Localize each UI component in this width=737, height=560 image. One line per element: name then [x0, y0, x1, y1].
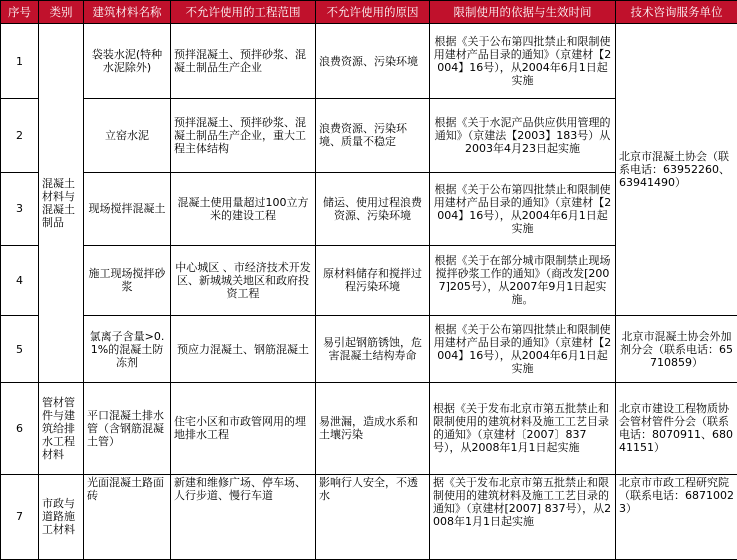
prohibited-scope: 混凝土使用量超过100立方米的建设工程 — [171, 172, 316, 245]
basis-text: 根据《关于公布第四批禁止和限制使用建材产品目录的通知》（京建材【2004】16号），从2004年6月1日起实施 — [430, 316, 616, 383]
prohibited-reason: 浪费资源、污染环境、质量不稳定 — [316, 99, 430, 172]
material-name: 袋装水泥(特种水泥除外) — [84, 24, 171, 99]
prohibited-reason: 原材料储存和搅拌过程污染环境 — [316, 245, 430, 315]
basis-text: 根据《关于在部分城市限制禁止现场搅拌砂浆工作的通知》（商改发[2007]205号），从2007年9月1日起实施。 — [430, 245, 616, 315]
header-prohibited-reason: 不允许使用的原因 — [316, 1, 430, 24]
header-category: 类别 — [39, 1, 84, 24]
material-name: 平口混凝土排水管（含钢筋混凝土管） — [84, 383, 171, 474]
row-number: 4 — [1, 245, 39, 315]
category-cell: 混凝土材料与混凝土制品 — [39, 24, 84, 383]
service-unit: 北京市混凝土协会外加剂分会（联系电话：65710859） — [616, 316, 737, 383]
prohibited-scope: 预拌混凝土、预拌砂浆、混凝土制品生产企业 — [171, 24, 316, 99]
row-number: 3 — [1, 172, 39, 245]
material-name: 立窑水泥 — [84, 99, 171, 172]
row-number: 7 — [1, 474, 39, 559]
prohibited-reason: 影响行人安全，不透水 — [316, 474, 430, 559]
row-number: 2 — [1, 99, 39, 172]
table-row — [1, 474, 737, 559]
prohibited-reason: 易泄漏，造成水系和土壤污染 — [316, 383, 430, 474]
table-row — [1, 316, 737, 383]
table-row — [1, 383, 737, 474]
prohibited-scope: 预拌混凝土、预拌砂浆、混凝土制品生产企业，重大工程主体结构 — [171, 99, 316, 172]
material-name: 现场搅拌混凝土 — [84, 172, 171, 245]
basis-text: 据《关于发布北京市第五批禁止和限制使用的建筑材料及施工工艺目录的通知》（京建材[2007] 837号），从2008年1月1日起实施 — [430, 474, 616, 559]
header-no: 序号 — [1, 1, 39, 24]
row-number: 5 — [1, 316, 39, 383]
row-number: 6 — [1, 383, 39, 474]
header-basis-effective-date: 限制使用的依据与生效时间 — [430, 1, 616, 24]
material-name: 光面混凝土路面砖 — [84, 474, 171, 559]
prohibited-reason: 储运、使用过程浪费资源、污染环境 — [316, 172, 430, 245]
service-unit: 北京市混凝土协会（联系电话：63952260、63941490） — [616, 24, 737, 316]
prohibited-reason: 易引起钢筋锈蚀，危害混凝土结构寿命 — [316, 316, 430, 383]
basis-text: 根据《关于水泥产品供应供用管理的通知》（京建法【2003】183号）从2003年4月23日起实施 — [430, 99, 616, 172]
header-service-unit: 技术咨询服务单位 — [616, 1, 737, 24]
category-cell: 管材管件与建筑给排水工程材料 — [39, 383, 84, 474]
prohibited-reason: 浪费资源、污染环境 — [316, 24, 430, 99]
row-number: 1 — [1, 24, 39, 99]
basis-text: 根据《关于公布第四批禁止和限制使用建材产品目录的通知》（京建材【2004】16号），从2004年6月1日起实施 — [430, 24, 616, 99]
service-unit: 北京市市政工程研究院（联系电话：68710023） — [616, 474, 737, 559]
header-row — [1, 1, 737, 24]
prohibited-scope: 预应力混凝土、钢筋混凝土 — [171, 316, 316, 383]
material-name: 氯离子含量>0.1%的混凝土防冻剂 — [84, 316, 171, 383]
service-unit: 北京市建设工程物质协会管材管件分会（联系电话：8070911、68041151） — [616, 383, 737, 474]
category-cell: 市政与道路施工材料 — [39, 474, 84, 559]
header-material-name: 建筑材料名称 — [84, 1, 171, 24]
basis-text: 根据《关于公布第四批禁止和限制使用建材产品目录的通知》（京建材【2004】16号），从2004年6月1日起实施 — [430, 172, 616, 245]
table-row — [1, 24, 737, 99]
prohibited-scope: 中心城区 、市经济技术开发区、新城城关地区和政府投资工程 — [171, 245, 316, 315]
prohibited-scope: 新建和维修广场、停车场、人行步道、慢行车道 — [171, 474, 316, 559]
prohibited-scope: 住宅小区和市政管网用的埋地排水工程 — [171, 383, 316, 474]
header-prohibited-scope: 不允许使用的工程范围 — [171, 1, 316, 24]
basis-text: 根据《关于发布北京市第五批禁止和限制使用的建筑材料及施工工艺目录的通知》（京建材〔2007〕837号），从2008年1月1日起实施 — [430, 383, 616, 474]
material-name: 施工现场搅拌砂浆 — [84, 245, 171, 315]
